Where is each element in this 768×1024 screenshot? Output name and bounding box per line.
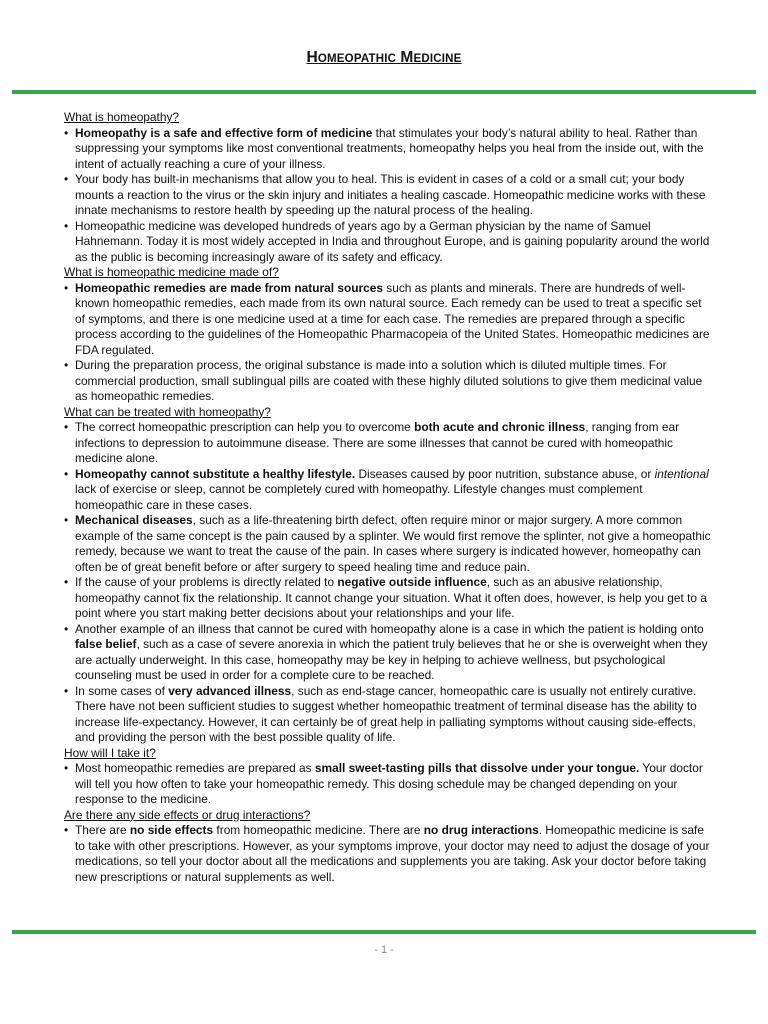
bold-text: Homeopathy cannot substitute a healthy lifestyle. xyxy=(75,466,356,481)
body-text: Homeopathic medicine was developed hundreds of years ago by a German physician by the name of Samuel Hahnemann. Today it is most widely accepted in India and throughout Europe, and is gaining popularity around the world as the public is becoming increasingly aware of its safety and efficacy. xyxy=(75,218,710,264)
title-rest-2: EDICINE xyxy=(413,53,462,65)
body-text: that stimulates your body’s natural ability to heal. Rather than suppressing your symptoms like most conventional treatments, homeopathy helps you heal from the inside out, with the intent of actually reaching a cure of your illness. xyxy=(75,125,704,171)
bullet-list xyxy=(64,281,712,405)
bullet-item xyxy=(64,281,712,359)
bold-text: Homeopathy is a safe and effective form of medicine xyxy=(75,125,373,140)
body-text: Your doctor will tell you how often to take your homeopathic remedy. This dosing schedule may be changed depending on your response to the medicine. xyxy=(75,761,703,806)
title-initial-1: H xyxy=(306,49,318,66)
body-text: , such as a case of severe anorexia in which the patient truly believes that he or she is overweight when they are actually underweight. In this case, homeopathy may be key in helping to achieve wellness, but psychological counseling must be used in order for a complete cure to be reached. xyxy=(75,637,708,682)
bullet-item xyxy=(64,513,712,575)
section-question: What is homeopathic medicine made of? xyxy=(64,265,279,279)
body-text: Most homeopathic remedies are prepared as xyxy=(75,761,315,775)
bullet-item xyxy=(64,622,712,684)
bullet-item xyxy=(64,761,712,808)
bold-text: small sweet-tasting pills that dissolve under your tongue. xyxy=(314,761,640,775)
document-body xyxy=(64,110,712,885)
bold-text: no side effects xyxy=(129,823,214,837)
body-text: , such as a life-threatening birth defect, often require minor or major surgery. A more common example of the same concept is the pain caused by a splinter. We would first remove the splinter, not give a homeopathic remedy, because we want to treat the cause of the pain. In cases where surgery is indicated however, homeopathy can often be of great benefit before or after surgery to speed healing time and reduce pain. xyxy=(75,513,711,574)
top-divider xyxy=(12,90,756,94)
bullet-item xyxy=(64,126,712,173)
bold-text: both acute and chronic illness xyxy=(414,420,586,434)
bullet-list xyxy=(64,420,712,746)
section-question: Are there any side effects or drug interactions? xyxy=(64,807,311,822)
body-text: . Homeopathic medicine is safe to take with other prescriptions. However, as your symptoms improve, your doctor may need to adjust the dosage of your medications, so tell your doctor about all the medications and supplements you are taking. Ask your doctor before taking new prescriptions or natural supplements as well. xyxy=(75,823,710,884)
bullet-item xyxy=(64,358,712,405)
section-question: How will I take it? xyxy=(64,745,156,760)
body-text: lack of exercise or sleep, cannot be completely cured with homeopathy. Lifestyle changes must complement homeopathic care in these cases. xyxy=(75,482,643,512)
body-text: , such as an abusive relationship, homeopathy cannot fix the relationship. It cannot change your situation. What it often does, however, is help you get to a point where you start making better decisions about your relationships and your life. xyxy=(75,575,707,620)
title-rest-1: OMEOPATHIC xyxy=(317,53,397,65)
body-text: The correct homeopathic prescription can help you to overcome xyxy=(75,420,415,434)
bullet-item xyxy=(64,684,712,746)
bold-text: false belief xyxy=(75,637,137,651)
body-text: Another example of an illness that cannot be cured with homeopathy alone is a case in which the patient is holding onto xyxy=(75,621,704,636)
bullet-item xyxy=(64,823,712,885)
bold-text: Mechanical diseases xyxy=(75,513,193,527)
bold-text: very advanced illness xyxy=(168,683,292,698)
bullet-list xyxy=(64,823,712,885)
title-initial-2: M xyxy=(400,49,414,66)
bold-text: negative outside influence xyxy=(337,575,487,589)
body-text: such as plants and minerals. There are hundreds of well-known homeopathic remedies, each made from its own natural source. Each remedy can be used to treat a specific set of symptoms, and there is one medicine used at a time for each case. The remedies are prepared through a specific process according to the guidelines of the Homeopathic Pharmacopeia of the United States. Homeopathic medicines are FDA regulated. xyxy=(75,280,710,357)
bullet-item xyxy=(64,172,712,219)
body-text: , such as end-stage cancer, homeopathic care is usually not entirely curative. There have not been sufficient studies to suggest whether homeopathic treatment of terminal disease has the ability to increase life-expectancy. However, it can certainly be of great help in palliating symptoms without causing side-effects, and providing the person with the best possible quality of life. xyxy=(75,683,697,744)
bullet-list xyxy=(64,126,712,266)
bottom-divider xyxy=(12,930,756,934)
body-text: If the cause of your problems is directly related to xyxy=(75,575,338,589)
italic-text: intentional xyxy=(654,466,709,481)
body-text: Diseases caused by poor nutrition, substance abuse, or xyxy=(355,466,655,481)
body-text: There are xyxy=(75,823,130,837)
section-question: What is homeopathy? xyxy=(64,110,180,124)
body-text: During the preparation process, the original substance is made into a solution which is diluted multiple times. For commercial production, small sublingual pills are coated with these highly diluted solutions to give them medicinal value as homeopathic remedies. xyxy=(75,358,703,403)
bold-text: no drug interactions xyxy=(423,823,539,837)
bold-text: Homeopathic remedies are made from natural sources xyxy=(75,280,383,295)
body-text: In some cases of xyxy=(75,683,169,698)
section-question: What can be treated with homeopathy? xyxy=(64,404,271,419)
body-text: Your body has built-in mechanisms that allow you to heal. This is evident in cases of a cold or a small cut; your body mounts a reaction to the virus or the skin injury and initiates a healing cascade. Homeopathic medicine works with these innate mechanisms to restore health by speeding up the natural process of the healing. xyxy=(75,172,706,217)
body-text: from homeopathic medicine. There are xyxy=(213,823,424,837)
bullet-item xyxy=(64,467,712,514)
page-title xyxy=(0,49,768,67)
bullet-item xyxy=(64,575,712,622)
page-number: - 1 - xyxy=(374,944,394,956)
body-text: , ranging from ear infections to depression to autoimmune disease. There are some illnesses that cannot be cured with homeopathic medicine alone. xyxy=(75,420,680,465)
bullet-list xyxy=(64,761,712,808)
bullet-item xyxy=(64,420,712,467)
bullet-item xyxy=(64,219,712,266)
